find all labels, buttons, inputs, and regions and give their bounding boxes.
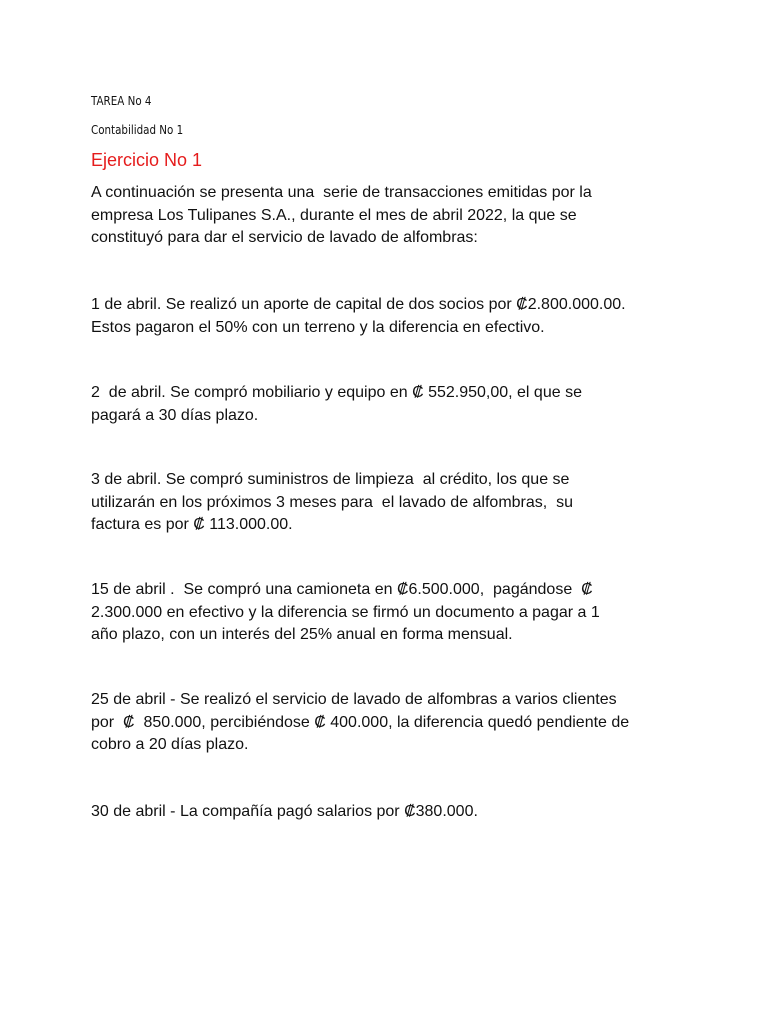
intro-line: empresa Los Tulipanes S.A., durante el mes de abril 2022, la que se: [91, 206, 577, 224]
intro-line: A continuación se presenta una serie de transacciones emitidas por la: [91, 184, 592, 201]
transaction-line: 25 de abril - Se realizó el servicio de lavado de alfombras a varios clientes: [91, 691, 617, 708]
transaction-april-1: [91, 294, 701, 339]
task-label: TAREA No 4: [91, 94, 152, 108]
transaction-april-2: [91, 382, 701, 427]
transaction-april-3: [91, 469, 701, 537]
intro-paragraph: [91, 182, 701, 250]
transaction-line: Estos pagaron el 50% con un terreno y la diferencia en efectivo.: [91, 318, 545, 336]
transaction-line: 2 de abril. Se compró mobiliario y equipo en ₡ 552.950,00, el que se: [91, 384, 582, 401]
transaction-april-25: [91, 689, 701, 757]
transaction-line: 15 de abril . Se compró una camioneta en ₡6.500.000, pagándose ₡: [91, 581, 593, 598]
transaction-line: 3 de abril. Se compró suministros de limpieza al crédito, los que se: [91, 471, 570, 488]
transaction-line: pagará a 30 días plazo.: [91, 406, 259, 424]
transaction-line: año plazo, con un interés del 25% anual en forma mensual.: [91, 626, 513, 643]
transaction-april-30: [91, 801, 701, 824]
transaction-april-15: [91, 579, 701, 647]
transaction-line: 30 de abril - La compañía pagó salarios por ₡380.000.: [91, 803, 478, 820]
transaction-line: 1 de abril. Se realizó un aporte de capital de dos socios por ₡2.800.000.00.: [91, 296, 626, 313]
course-label: Contabilidad No 1: [91, 123, 184, 137]
transaction-line: cobro a 20 días plazo.: [91, 736, 249, 753]
exercise-title: Ejercicio No 1: [91, 150, 203, 170]
transaction-line: utilizarán en los próximos 3 meses para el lavado de alfombras, su: [91, 493, 574, 511]
transaction-line: 2.300.000 en efectivo y la diferencia se firmó un documento a pagar a 1: [91, 603, 600, 621]
transaction-line: factura es por ₡ 113.000.00.: [91, 516, 293, 533]
transaction-line: por ₡ 850.000, percibiéndose ₡ 400.000, la diferencia quedó pendiente de: [91, 713, 630, 731]
intro-line: constituyó para dar el servicio de lavado de alfombras:: [91, 229, 478, 246]
